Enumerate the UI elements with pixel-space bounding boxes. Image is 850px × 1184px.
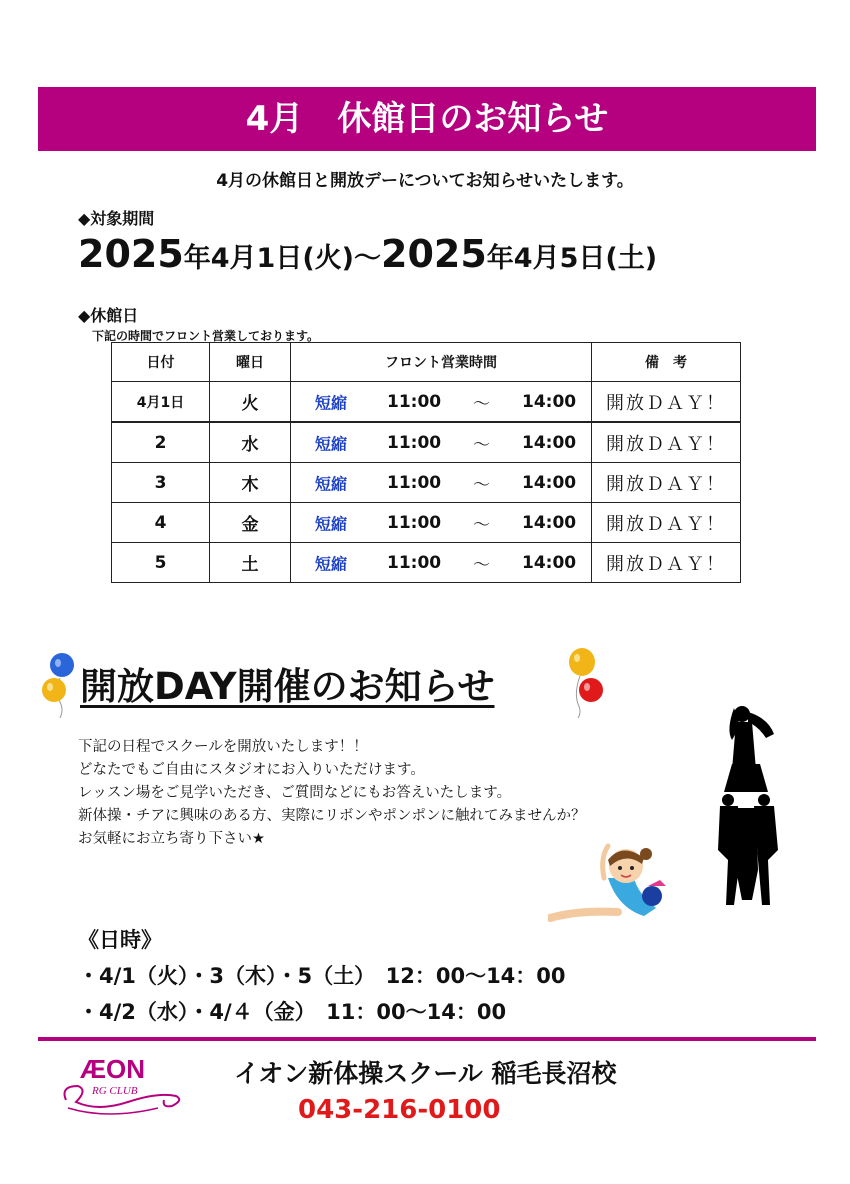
row-remark: 開放ＤＡＹ！ (592, 463, 741, 503)
closed-note: 下記の時間でフロント営業しております。 (92, 329, 320, 343)
description-line: 新体操・チアに興味のある方、実際にリボンやポンポンに触れてみませんか？ (78, 808, 586, 824)
row-remark: 開放ＤＡＹ！ (592, 543, 741, 583)
hours-tilde: ～ (473, 394, 490, 414)
page-banner (38, 87, 816, 151)
open-day-title: 開放DAY開催のお知らせ (80, 665, 495, 708)
hours-end: 14:00 (522, 472, 577, 493)
intro-text: 4月の休館日と開放デーについてお知らせいたします。 (216, 171, 634, 191)
hours-type: 短縮 (315, 514, 348, 533)
banner-title: 4月 休館日のお知らせ (245, 99, 609, 139)
period-label: ◆対象期間 (78, 209, 155, 228)
hours-type: 短縮 (315, 474, 348, 493)
schedule-line: ・4/2（水）・4/４（金） 11：00～14：00 (78, 1000, 507, 1024)
hours-start: 11:00 (387, 432, 442, 453)
hours-type: 短縮 (315, 554, 348, 573)
description-line: お気軽にお立ち寄り下さい★ (78, 831, 265, 847)
description-line: どなたでもご自由にスタジオにお入りいただけます。 (78, 762, 425, 778)
logo-subtext: RG CLUB (92, 1085, 138, 1097)
period-end-year: 2025 (381, 232, 487, 276)
hours-end: 14:00 (522, 391, 577, 412)
table-row (112, 463, 741, 503)
hours-end: 14:00 (522, 512, 577, 533)
period-start-date: 年4月1日(火) (183, 243, 355, 274)
row-hours (291, 423, 591, 462)
description-line: 下記の日程でスクールを開放いたします！！ (78, 739, 368, 755)
footer-divider (38, 1037, 816, 1041)
header-day: 曜日 (210, 343, 291, 382)
hours-start: 11:00 (387, 472, 442, 493)
row-remark: 開放ＤＡＹ！ (592, 382, 741, 423)
hours-tilde: ～ (473, 515, 490, 535)
schedule-line: ・4/1（火）・3（木）・5（土） 12：00～14：00 (78, 964, 566, 988)
closed-label: ◆休館日 (78, 306, 139, 325)
closed-schedule-table (111, 342, 741, 583)
row-day: 水 (210, 422, 291, 463)
row-hours (291, 543, 591, 582)
table-row (112, 503, 741, 543)
schedule-label: 《日時》 (78, 928, 162, 952)
period-range (78, 232, 657, 276)
row-date: 4 (112, 503, 210, 543)
balloons-icon (38, 652, 78, 722)
header-date: 日付 (112, 343, 210, 382)
row-date: 3 (112, 463, 210, 503)
header-hours: フロント営業時間 (291, 343, 592, 382)
phone-number: 043-216-0100 (298, 1095, 501, 1125)
row-remark: 開放ＤＡＹ！ (592, 503, 741, 543)
hours-tilde: ～ (473, 475, 490, 495)
row-date: 5 (112, 543, 210, 583)
table-row (112, 422, 741, 463)
row-day: 土 (210, 543, 291, 583)
aeon-logo (58, 1050, 188, 1124)
period-start-year: 2025 (78, 232, 184, 276)
hours-type: 短縮 (315, 434, 348, 453)
row-hours (291, 463, 591, 502)
gymnast-illustration (548, 838, 678, 932)
cheer-silhouette (712, 700, 782, 909)
hours-tilde: ～ (473, 555, 490, 575)
row-remark: 開放ＤＡＹ！ (592, 422, 741, 463)
hours-tilde: ～ (473, 435, 490, 455)
row-date: 4月1日 (112, 382, 210, 423)
row-day: 火 (210, 382, 291, 423)
period-end-date: 年4月5日(土) (486, 243, 658, 274)
hours-end: 14:00 (522, 432, 577, 453)
table-header-row (112, 343, 741, 382)
row-day: 金 (210, 503, 291, 543)
balloons-icon (562, 648, 608, 722)
hours-end: 14:00 (522, 552, 577, 573)
period-separator: ～ (354, 243, 382, 274)
description-line: レッスン場をご見学いただき、ご質問などにもお答えいたします。 (78, 785, 512, 801)
header-remark: 備 考 (592, 343, 741, 382)
row-day: 木 (210, 463, 291, 503)
hours-start: 11:00 (387, 552, 442, 573)
logo-text: ÆON (80, 1054, 145, 1084)
row-date: 2 (112, 422, 210, 463)
table-row (112, 382, 741, 423)
hours-start: 11:00 (387, 512, 442, 533)
hours-start: 11:00 (387, 391, 442, 412)
table-row (112, 543, 741, 583)
hours-type: 短縮 (315, 393, 348, 412)
school-name: イオン新体操スクール 稲毛長沼校 (234, 1059, 617, 1088)
open-day-description (78, 736, 586, 851)
row-hours (291, 382, 591, 421)
row-hours (291, 503, 591, 542)
